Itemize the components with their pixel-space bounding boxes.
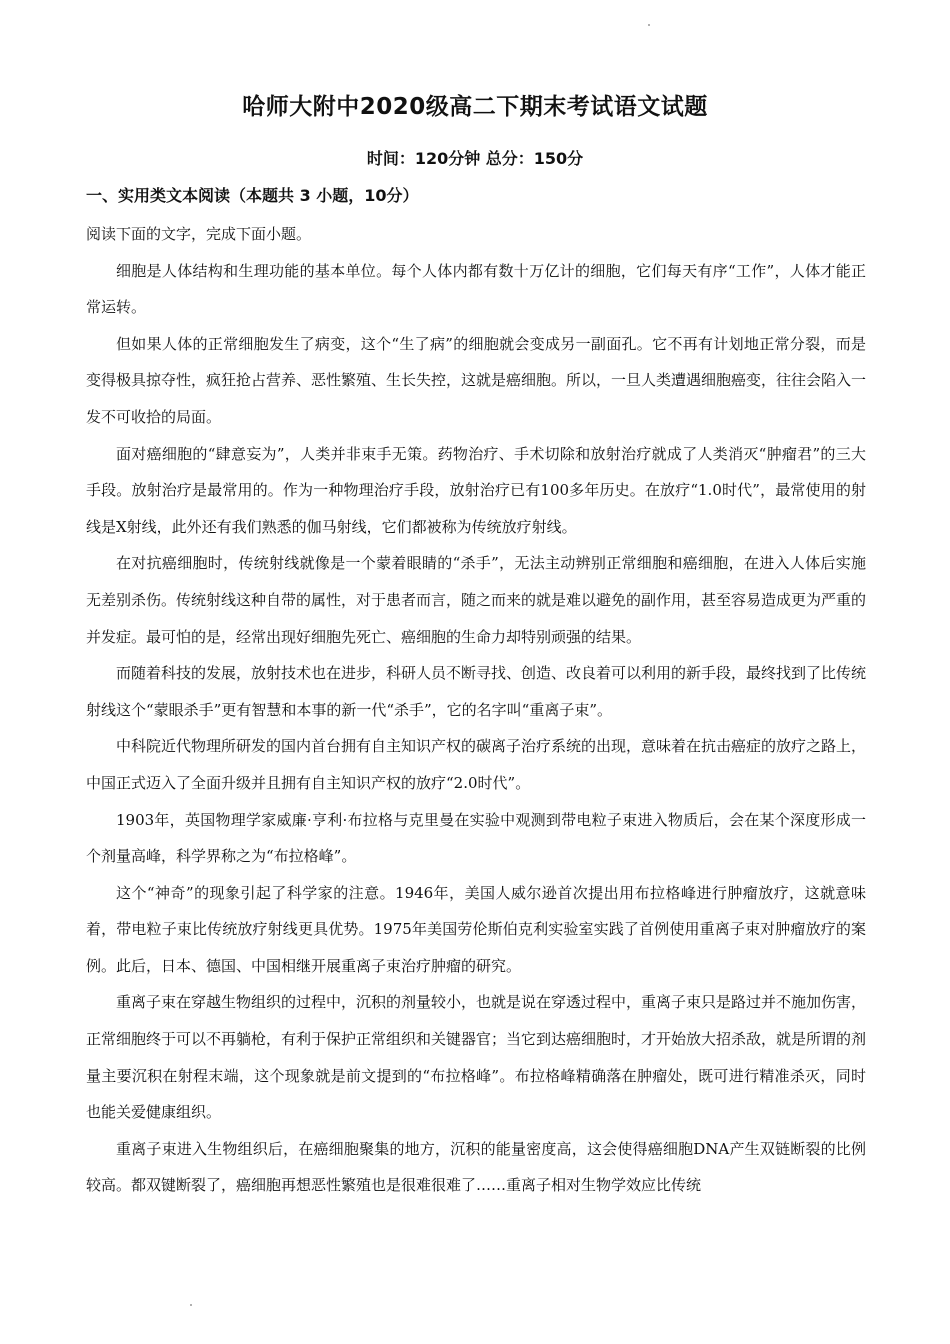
exam-title: 哈师大附中2020级高二下期末考试语文试题 [242,94,708,120]
passage-paragraph: 1903年，英国物理学家威廉·亨利·布拉格与克里曼在实验中观测到带电粒子束进入物质后，会在某个深度形成一个剂量高峰，科学界称之为“布拉格峰”。 [86,810,866,866]
passage-paragraph: 中科院近代物理所研发的国内首台拥有自主知识产权的碳离子治疗系统的出现，意味着在抗击癌症的放疗之路上，中国正式迈入了全面升级并且拥有自主知识产权的放疗“2.0时代”。 [86,737,867,792]
passage-paragraph: 重离子束在穿越生物组织的过程中，沉积的剂量较小，也就是说在穿透过程中，重离子束只是路过并不施加伤害，正常细胞终于可以不再躺枪，有利于保护正常组织和关键器官；当它到达癌细胞时，才开始放大招杀敌，就是所谓的剂量主要沉积在射程末端，这个现象就是前文提到的“布拉格峰”。布拉格峰精确落在肿瘤处，既可进行精准杀灭，同时也能关爱健康组织。 [86,993,867,1122]
passage-paragraph: 细胞是人体结构和生理功能的基本单位。每个人体内都有数十万亿计的细胞，它们每天有序“工作”，人体才能正常运转。 [86,261,866,317]
exam-time-score: 时间：120分钟 总分：150分 [366,149,584,168]
passage-paragraph: 这个“神奇”的现象引起了科学家的注意。1946年，美国人威尔逊首次提出用布拉格峰进行肿瘤放疗，这就意味着，带电粒子束比传统放疗射线更具优势。1975年美国劳伦斯伯克利实验室实践了首例使用重离子束对肿瘤放疗的案例。此后，日本、德国、中国相继开展重离子束治疗肿瘤的研究。 [86,883,866,975]
section-heading: 一、实用类文本阅读（本题共 3 小题，10分） [86,186,419,205]
scan-dot-bottom [190,1304,192,1306]
scan-dot-top [648,24,650,26]
passage-paragraph: 而随着科技的发展，放射技术也在进步，科研人员不断寻找、创造、改良着可以利用的新手段，最终找到了比传统射线这个“蒙眼杀手”更有智慧和本事的新一代“杀手”，它的名字叫“重离子束”。 [86,664,867,719]
passage-paragraph: 但如果人体的正常细胞发生了病变，这个“生了病”的细胞就会变成另一副面孔。它不再有计划地正常分裂，而是变得极具掠夺性，疯狂抢占营养、恶性繁殖、生长失控，这就是癌细胞。所以，一旦人类遭遇细胞癌变，往往会陷入一发不可收拾的局面。 [86,334,867,426]
passage-paragraph: 在对抗癌细胞时，传统射线就像是一个蒙着眼睛的“杀手”，无法主动辨别正常细胞和癌细胞，在进入人体后实施无差别杀伤。传统射线这种自带的属性，对于患者而言，随之而来的就是难以避免的副作用，甚至容易造成更为严重的并发症。最可怕的是，经常出现好细胞先死亡、癌细胞的生命力却特别顽强的结果。 [86,554,867,646]
passage-paragraph: 重离子束进入生物组织后，在癌细胞聚集的地方，沉积的能量密度高，这会使得癌细胞DNA产生双链断裂的比例较高。都双键断裂了，癌细胞再想恶性繁殖也是很难很难了……重离子相对生物学效应比传统 [86,1139,866,1195]
reading-passage [86,216,866,1204]
passage-paragraph: 面对癌细胞的“肆意妄为”，人类并非束手无策。药物治疗、手术切除和放射治疗就成了人类消灭“肿瘤君”的三大手段。放射治疗是最常用的。作为一种物理治疗手段，放射治疗已有100多年历史。在放疗“1.0时代”，最常使用的射线是X射线，此外还有我们熟悉的伽马射线，它们都被称为传统放疗射线。 [86,444,866,536]
instruction-text: 阅读下面的文字，完成下面小题。 [86,225,312,243]
